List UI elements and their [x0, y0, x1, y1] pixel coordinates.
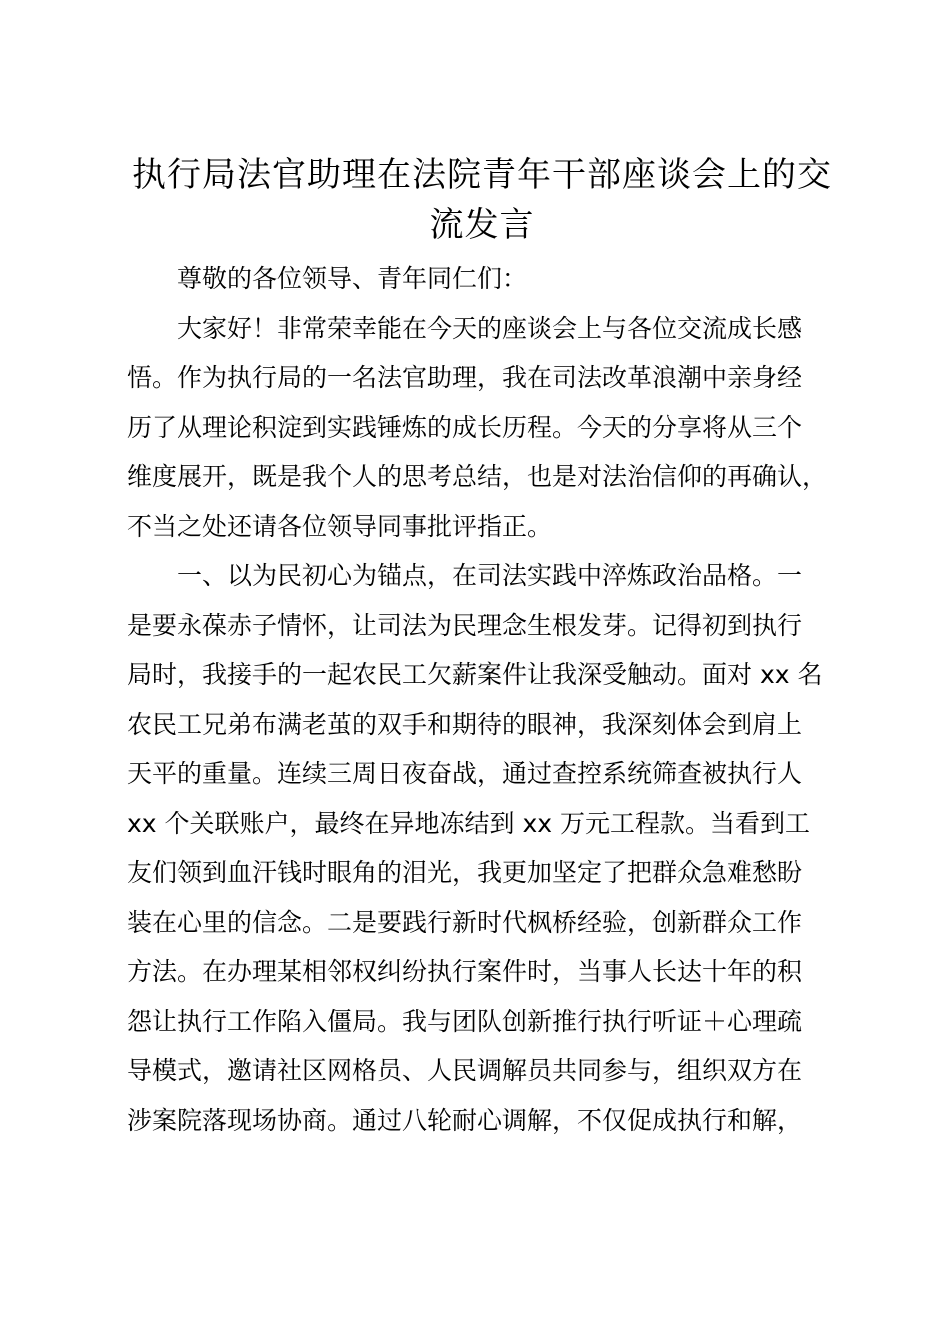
body-line: 不当之处还请各位领导同事批评指正。 [127, 511, 553, 541]
body-line: 导模式，邀请社区网格员、人民调解员共同参与，组织双方在 [127, 1056, 803, 1085]
body-line: 装在心里的信念。二是要践行新时代枫桥经验，创新群众工作 [127, 907, 803, 937]
body-line: xx 个关联账户，最终在异地冻结到 xx 万元工程款。当看到工 [127, 808, 811, 838]
document-page [127, 150, 837, 1145]
title-line-1: 执行局法官助理在法院青年干部座谈会上的交 [132, 155, 832, 195]
body-line: 一、以为民初心为锚点，在司法实践中淬炼政治品格。一 [177, 561, 803, 590]
document-body [127, 254, 837, 1145]
body-line: 局时，我接手的一起农民工欠薪案件让我深受触动。面对 xx 名 [127, 660, 823, 689]
body-line: 悟。作为执行局的一名法官助理，我在司法改革浪潮中亲身经 [127, 363, 803, 392]
title-line-2: 流发言 [429, 205, 535, 245]
body-line: 涉案院落现场协商。通过八轮耐心调解，不仅促成执行和解， [127, 1105, 803, 1135]
body-line: 历了从理论积淀到实践锤炼的成长历程。今天的分享将从三个 [127, 412, 803, 442]
document-title [127, 150, 837, 250]
body-line: 怨让执行工作陷入僵局。我与团队创新推行执行听证＋心理疏 [127, 1006, 803, 1036]
body-line: 方法。在办理某相邻权纠纷执行案件时，当事人长达十年的积 [127, 957, 803, 986]
salutation-line: 尊敬的各位领导、青年同仁们： [177, 264, 528, 293]
body-line: 友们领到血汗钱时眼角的泪光，我更加坚定了把群众急难愁盼 [127, 858, 803, 887]
body-line: 大家好！非常荣幸能在今天的座谈会上与各位交流成长感 [177, 313, 803, 343]
body-line: 维度展开，既是我个人的思考总结，也是对法治信仰的再确认， [127, 462, 828, 491]
body-line: 是要永葆赤子情怀，让司法为民理念生根发芽。记得初到执行 [127, 610, 803, 640]
body-line: 农民工兄弟布满老茧的双手和期待的眼神，我深刻体会到肩上 [127, 709, 803, 739]
body-line: 天平的重量。连续三周日夜奋战，通过查控系统筛查被执行人 [127, 759, 803, 788]
